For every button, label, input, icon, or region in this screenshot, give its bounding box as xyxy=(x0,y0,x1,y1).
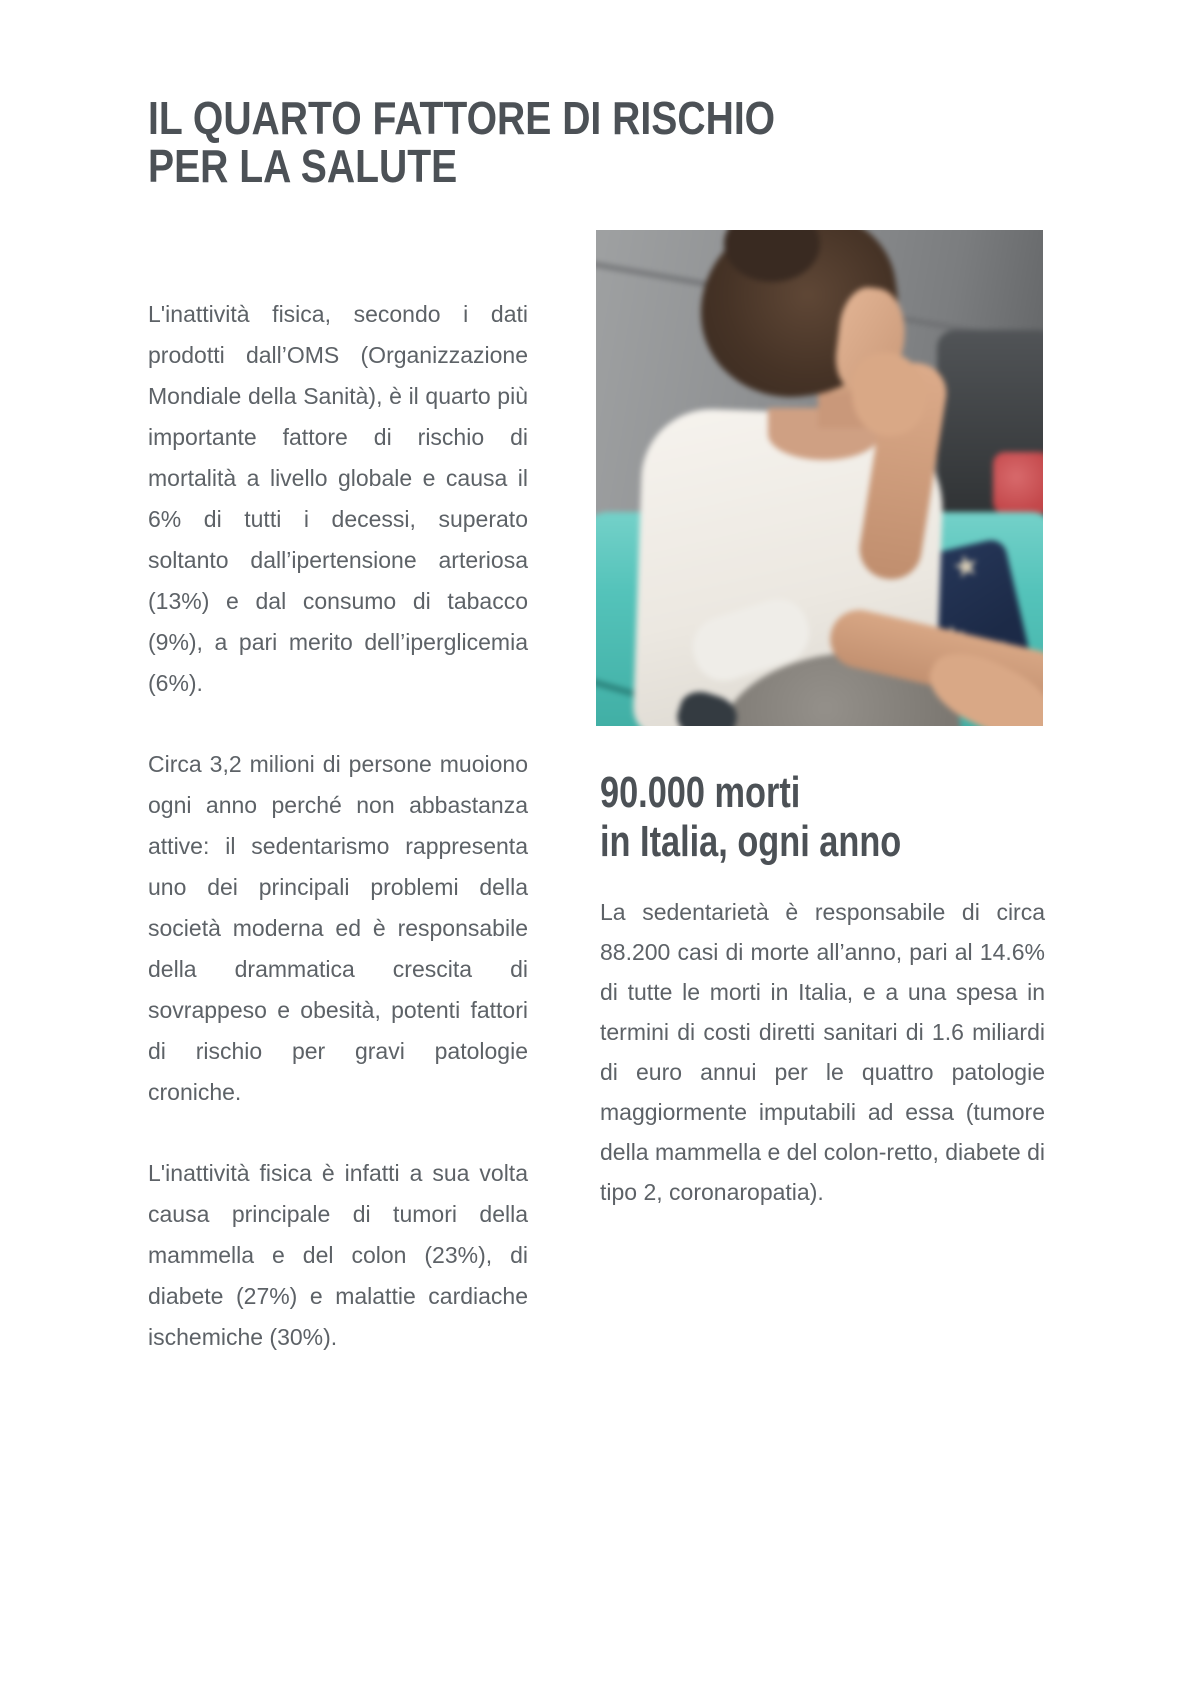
photo-pensive-woman xyxy=(596,230,1043,726)
page-title xyxy=(148,94,886,190)
paragraph-disease-causes: L'inattività fisica è infatti a sua volta causa principale di tumori della mammella e del colon (23%), di diabete (27%) e malattie cardiache ischemiche (30%). xyxy=(148,1160,528,1350)
page-title-line-1: IL QUARTO FATTORE DI RISCHIO xyxy=(148,92,776,144)
section-heading-line-2: in Italia, ogni anno xyxy=(600,817,902,866)
paragraph-sedentary-costs: La sedentarietà è responsabile di circa 88.200 casi di morte all’anno, pari al 14.6% di tutte le morti in Italia, e a una spesa in termini di costi diretti sanitari di 1.6 miliardi di euro annui per le quattro patologie maggiormente imputabili ad essa (tumore della mammella e del colon-retto, diabete di tipo 2, coronaropatia). xyxy=(600,899,1045,1205)
right-text-column xyxy=(600,892,1045,1212)
photo-layers xyxy=(596,230,1043,726)
page-title-line-2: PER LA SALUTE xyxy=(148,140,458,192)
paragraph-sedentarism-deaths: Circa 3,2 milioni di persone muoiono ogni anno perché non abbastanza attive: il sedentarismo rappresenta uno dei principali problemi della società moderna ed è responsabile della drammatica crescita di sovrappeso e obesità, potenti fattori di rischio per gravi patologie croniche. xyxy=(148,751,528,1105)
section-heading-line-1: 90.000 morti xyxy=(600,768,801,817)
star-icon: ★ xyxy=(949,547,983,586)
left-text-column xyxy=(148,294,528,1358)
photo-red-object xyxy=(993,452,1043,514)
paragraph-oms-risk-factor: L'inattività fisica, secondo i dati prodotti dall’OMS (Organizzazione Mondiale della Sanità), è il quarto più importante fattore di rischio di mortalità a livello globale e causa il 6% di tutti i decessi, superato soltanto dall’ipertensione arteriosa (13%) e dal consumo di tabacco (9%), a pari merito dell’iperglicemia (6%). xyxy=(148,301,528,696)
section-heading-deaths xyxy=(600,768,986,866)
